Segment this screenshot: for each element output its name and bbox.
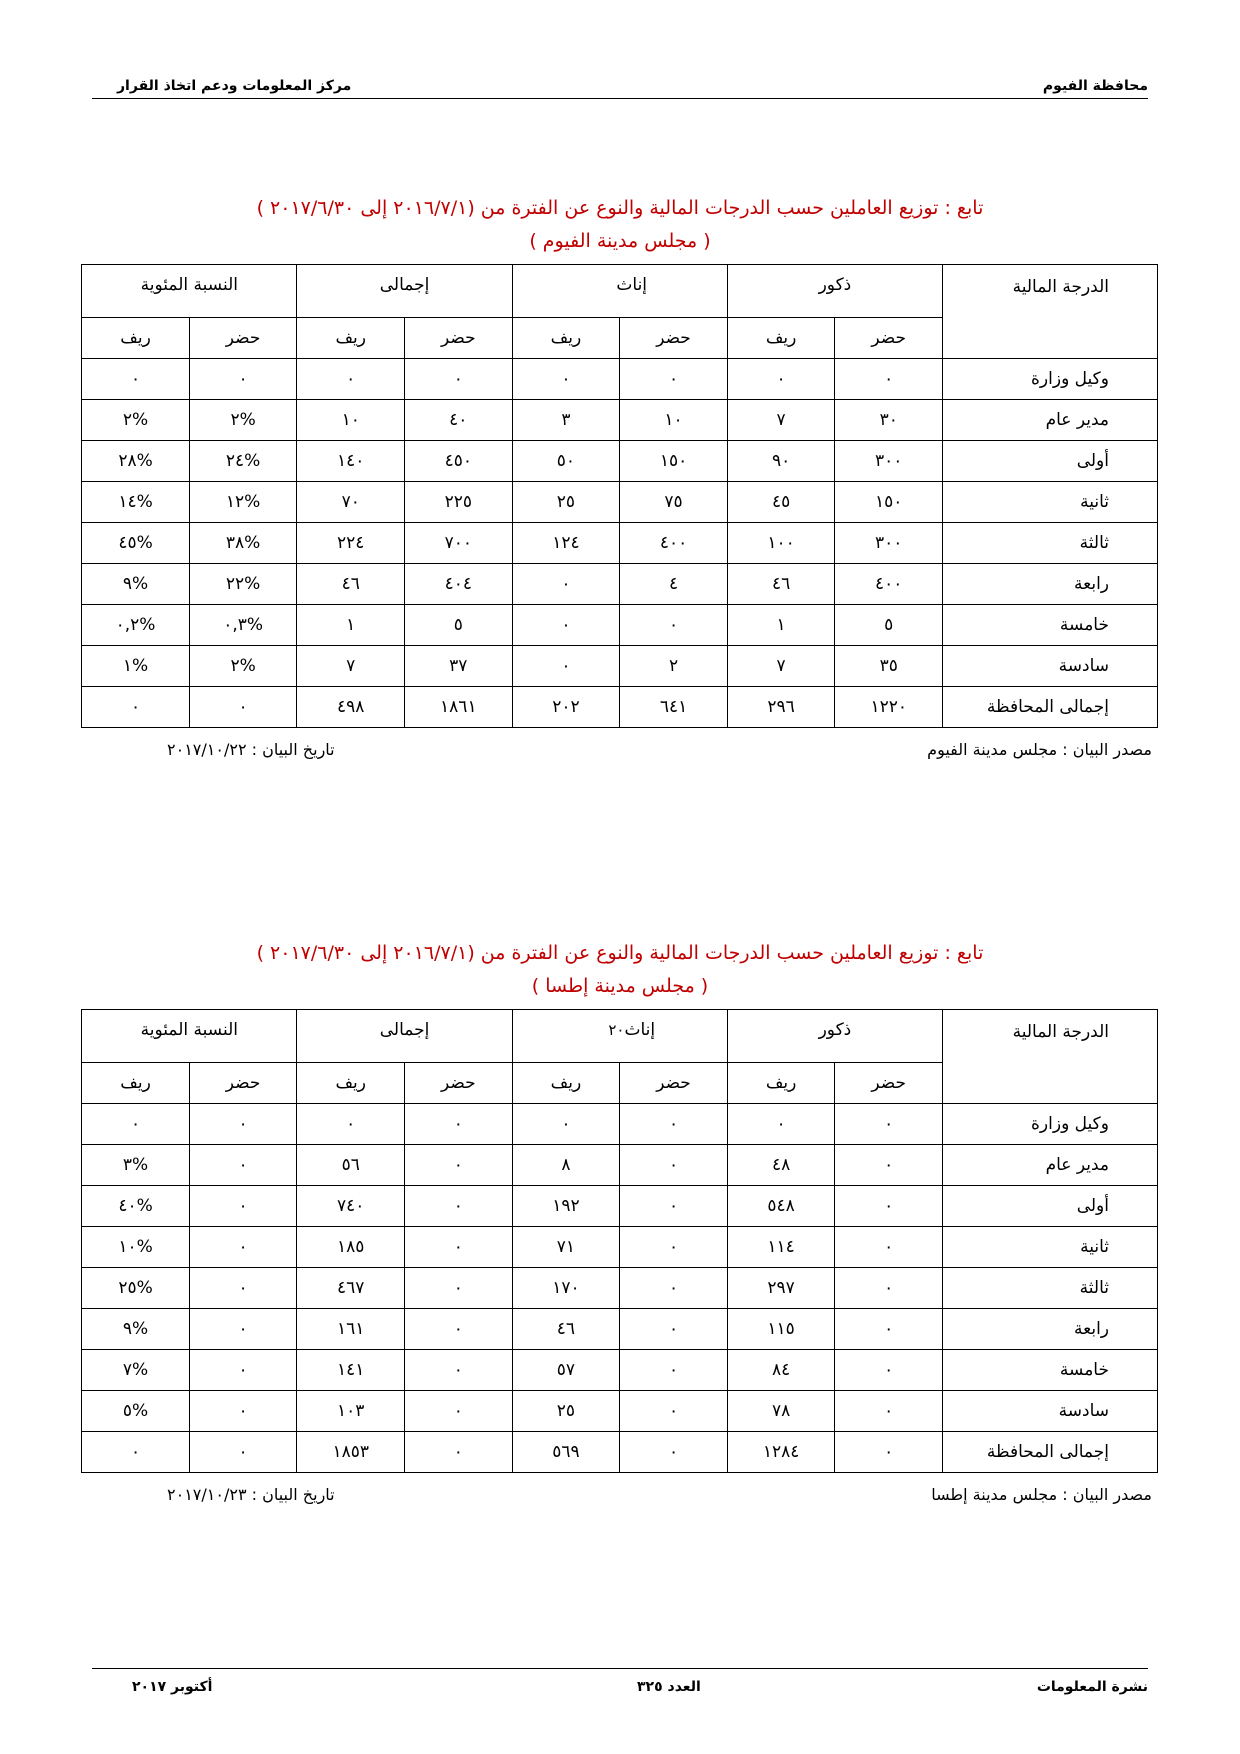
table-cell: ٨٤ xyxy=(727,1350,835,1391)
header-males: ذكور xyxy=(727,265,942,318)
table-cell: ٤٦ xyxy=(512,1309,620,1350)
table-row xyxy=(82,1268,1158,1309)
table-row xyxy=(82,1104,1158,1145)
table-cell: ١٠٣ xyxy=(297,1391,405,1432)
table-cell: %٢٥ xyxy=(82,1268,190,1309)
table-row xyxy=(82,1186,1158,1227)
table-cell: ١٠ xyxy=(620,400,728,441)
row-grade-label: رابعة xyxy=(943,1309,1158,1350)
table-cell: ٤٠٠ xyxy=(620,523,728,564)
table-cell: ٠ xyxy=(297,1104,405,1145)
table-cell: ٠ xyxy=(405,1227,513,1268)
table-cell: ٠ xyxy=(835,1350,943,1391)
table-row xyxy=(82,400,1158,441)
table-cell: %٢٤ xyxy=(189,441,297,482)
row-grade-label: خامسة xyxy=(943,1350,1158,1391)
header-males: ذكور xyxy=(727,1010,942,1063)
table-cell: ٠ xyxy=(835,1432,943,1473)
table-row xyxy=(82,1391,1158,1432)
table-row xyxy=(82,1145,1158,1186)
table-cell: %١٢ xyxy=(189,482,297,523)
page-footer xyxy=(92,1668,1148,1699)
table-row xyxy=(82,687,1158,728)
table-cell: ٧ xyxy=(727,400,835,441)
table-cell: ٠ xyxy=(620,1350,728,1391)
table-cell: ٠ xyxy=(835,1309,943,1350)
table-cell: ٣٠ xyxy=(835,400,943,441)
table-title: تابع : توزيع العاملين حسب الدرجات المالية والنوع عن الفترة من (٢٠١٦/٧/١ إلى ٢٠١٧/٦/٣٠ ) xyxy=(256,197,984,219)
table-cell: ٠ xyxy=(512,605,620,646)
subheader-urban: حضر xyxy=(189,1063,297,1104)
table-cell: ٠ xyxy=(512,1104,620,1145)
subheader-urban: حضر xyxy=(835,318,943,359)
table-cell: %٩ xyxy=(82,1309,190,1350)
table-cell: ١٠ xyxy=(297,400,405,441)
table-cell: ٢٢٥ xyxy=(405,482,513,523)
row-grade-label: إجمالى المحافظة xyxy=(943,687,1158,728)
table-cell: ٤٩٨ xyxy=(297,687,405,728)
table-cell: ٠ xyxy=(189,1104,297,1145)
table-cell: ٢٢٤ xyxy=(297,523,405,564)
table-cell: ٠ xyxy=(620,1227,728,1268)
grades-table xyxy=(81,264,1158,728)
table-row xyxy=(82,605,1158,646)
subheader-rural: ريف xyxy=(727,1063,835,1104)
header-center: مركز المعلومات ودعم اتخاذ القرار xyxy=(117,78,352,94)
table-cell: ١٩٢ xyxy=(512,1186,620,1227)
table-cell: ١ xyxy=(297,605,405,646)
table-cell: ٣٠٠ xyxy=(835,523,943,564)
row-grade-label: وكيل وزارة xyxy=(943,1104,1158,1145)
table-cell: ٧٥ xyxy=(620,482,728,523)
table-cell: ٠ xyxy=(189,359,297,400)
table-cell: %١٤ xyxy=(82,482,190,523)
subheader-rural: ريف xyxy=(512,1063,620,1104)
row-grade-label: أولى xyxy=(943,1186,1158,1227)
table-cell: ١٥٠ xyxy=(835,482,943,523)
table-cell: %٢٢ xyxy=(189,564,297,605)
table-cell: ٢٥ xyxy=(512,482,620,523)
table-cell: ٠ xyxy=(512,359,620,400)
table-cell: ٣٠٠ xyxy=(835,441,943,482)
table-cell: ٠ xyxy=(727,1104,835,1145)
table-cell: ٣ xyxy=(512,400,620,441)
table-cell: ٧ xyxy=(297,646,405,687)
table-cell: ٠ xyxy=(620,359,728,400)
table-cell: ٧١ xyxy=(512,1227,620,1268)
table-cell: %٢ xyxy=(82,400,190,441)
table-cell: ٧٠ xyxy=(297,482,405,523)
table-cell: ٠ xyxy=(189,1309,297,1350)
grades-table xyxy=(81,1009,1158,1473)
table-cell: ٠ xyxy=(405,359,513,400)
table-cell: %٤٠ xyxy=(82,1186,190,1227)
table-cell: ٨ xyxy=(512,1145,620,1186)
table-cell: ٩٠ xyxy=(727,441,835,482)
table-cell: %٢ xyxy=(189,646,297,687)
row-grade-label: ثانية xyxy=(943,1227,1158,1268)
table-cell: ٠ xyxy=(405,1309,513,1350)
table-cell: ٠ xyxy=(620,1104,728,1145)
table-cell: ١٤٠ xyxy=(297,441,405,482)
table-cell: ١٨٥٣ xyxy=(297,1432,405,1473)
table-cell: ٤٦ xyxy=(727,564,835,605)
table-cell: ٢٥ xyxy=(512,1391,620,1432)
header-females xyxy=(512,1010,727,1063)
table-cell: ٠ xyxy=(620,1432,728,1473)
subheader-urban: حضر xyxy=(189,318,297,359)
row-grade-label: ثالثة xyxy=(943,1268,1158,1309)
subheader-urban: حضر xyxy=(620,1063,728,1104)
header-total: إجمالى xyxy=(297,265,512,318)
header-percent: النسبة المئوية xyxy=(82,1010,297,1063)
table-source-line xyxy=(82,734,1158,764)
table-cell: ٤٦ xyxy=(297,564,405,605)
table-row xyxy=(82,359,1158,400)
table-row xyxy=(82,1309,1158,1350)
table-cell: ١٠٠ xyxy=(727,523,835,564)
row-grade-label: سادسة xyxy=(943,1391,1158,1432)
table-cell: ٠ xyxy=(82,359,190,400)
subheader-urban: حضر xyxy=(405,1063,513,1104)
date-text: تاريخ البيان : ٢٠١٧/١٠/٢٢ xyxy=(167,740,335,759)
table-cell: ٢٩٧ xyxy=(727,1268,835,1309)
page-header xyxy=(92,78,1148,99)
subheader-rural: ريف xyxy=(512,318,620,359)
table-cell: %٠,٢ xyxy=(82,605,190,646)
table-cell: ٥ xyxy=(835,605,943,646)
table-cell: ٠ xyxy=(835,1186,943,1227)
table-cell: ٧٠٠ xyxy=(405,523,513,564)
table-cell: %٤٥ xyxy=(82,523,190,564)
table-row xyxy=(82,1350,1158,1391)
table-cell: %٣٨ xyxy=(189,523,297,564)
source-text: مصدر البيان : مجلس مدينة إطسا xyxy=(931,1485,1152,1504)
table-cell: ٧ xyxy=(727,646,835,687)
table-cell: ٠ xyxy=(189,1227,297,1268)
table-cell: ٠ xyxy=(835,359,943,400)
table-cell: %٢٨ xyxy=(82,441,190,482)
row-grade-label: خامسة xyxy=(943,605,1158,646)
row-grade-label: مدير عام xyxy=(943,1145,1158,1186)
table-cell: ٠ xyxy=(189,1268,297,1309)
table-section-fayoum xyxy=(82,192,1158,764)
table-cell: ٥ xyxy=(405,605,513,646)
table-source-line xyxy=(82,1479,1158,1509)
table-cell: ٥٠ xyxy=(512,441,620,482)
table-cell: ٢ xyxy=(620,646,728,687)
table-cell: ٢٩٦ xyxy=(727,687,835,728)
table-cell: ٠ xyxy=(405,1350,513,1391)
subheader-rural: ريف xyxy=(727,318,835,359)
table-cell: ٢٠٢ xyxy=(512,687,620,728)
table-cell: ٤٠٤ xyxy=(405,564,513,605)
table-title: تابع : توزيع العاملين حسب الدرجات المالية والنوع عن الفترة من (٢٠١٦/٧/١ إلى ٢٠١٧/٦/٣٠ ) xyxy=(256,942,984,964)
table-header-row xyxy=(82,265,1158,318)
date-text: تاريخ البيان : ٢٠١٧/١٠/٢٣ xyxy=(167,1485,335,1504)
table-cell: ٤٥٠ xyxy=(405,441,513,482)
table-cell: ٤٥ xyxy=(727,482,835,523)
table-cell: ٠ xyxy=(297,359,405,400)
table-row xyxy=(82,441,1158,482)
table-cell: ٤٠ xyxy=(405,400,513,441)
table-cell: ٠ xyxy=(620,1186,728,1227)
subheader-rural: ريف xyxy=(297,318,405,359)
table-cell: ٠ xyxy=(189,1186,297,1227)
table-cell: ٠ xyxy=(405,1391,513,1432)
table-header-row xyxy=(82,1010,1158,1063)
table-cell: ١٥٠ xyxy=(620,441,728,482)
source-text: مصدر البيان : مجلس مدينة الفيوم xyxy=(927,740,1152,759)
table-cell: ٠ xyxy=(189,1432,297,1473)
table-cell: ٥٦ xyxy=(297,1145,405,1186)
table-cell: ٠ xyxy=(189,1350,297,1391)
table-cell: ١٨٦١ xyxy=(405,687,513,728)
header-governorate: محافظة الفيوم xyxy=(1042,78,1148,94)
row-grade-label: مدير عام xyxy=(943,400,1158,441)
header-females xyxy=(512,265,727,318)
table-cell: ١١٥ xyxy=(727,1309,835,1350)
table-cell: ٤٨ xyxy=(727,1145,835,1186)
row-grade-label: أولى xyxy=(943,441,1158,482)
table-cell: ٠ xyxy=(620,1309,728,1350)
table-cell: ٠ xyxy=(82,1104,190,1145)
table-cell: ٠ xyxy=(727,359,835,400)
row-grade-label: وكيل وزارة xyxy=(943,359,1158,400)
table-cell: ٤٠٠ xyxy=(835,564,943,605)
table-cell: ٠ xyxy=(512,646,620,687)
table-cell: ٠ xyxy=(405,1104,513,1145)
table-row xyxy=(82,1432,1158,1473)
table-cell: ٠ xyxy=(189,1391,297,1432)
table-cell: ١٢٤ xyxy=(512,523,620,564)
table-row xyxy=(82,1227,1158,1268)
table-cell: ٠ xyxy=(620,1145,728,1186)
table-cell: ١٢٢٠ xyxy=(835,687,943,728)
row-grade-label: ثالثة xyxy=(943,523,1158,564)
subheader-urban: حضر xyxy=(620,318,728,359)
footer-date: أكتوبر ٢٠١٧ xyxy=(132,1679,213,1695)
footer-bulletin: نشرة المعلومات xyxy=(1036,1679,1148,1695)
table-cell: ٤ xyxy=(620,564,728,605)
table-cell: %١٠ xyxy=(82,1227,190,1268)
header-females-label: إناث xyxy=(624,1020,656,1040)
table-cell: ٠ xyxy=(405,1432,513,1473)
table-cell: %٢ xyxy=(189,400,297,441)
header-grade: الدرجة المالية xyxy=(943,1010,1158,1104)
table-cell: ٠ xyxy=(620,1268,728,1309)
row-grade-label: سادسة xyxy=(943,646,1158,687)
subheader-rural: ريف xyxy=(82,1063,190,1104)
table-cell: ١٦١ xyxy=(297,1309,405,1350)
table-cell: ١٢٨٤ xyxy=(727,1432,835,1473)
table-cell: ١٤١ xyxy=(297,1350,405,1391)
table-section-etsa xyxy=(82,937,1158,1509)
table-cell: ٠ xyxy=(835,1104,943,1145)
table-cell: %٠,٣ xyxy=(189,605,297,646)
table-cell: %١ xyxy=(82,646,190,687)
subheader-rural: ريف xyxy=(297,1063,405,1104)
table-cell: ٠ xyxy=(835,1268,943,1309)
table-row xyxy=(82,523,1158,564)
table-cell: ٠ xyxy=(512,564,620,605)
subheader-urban: حضر xyxy=(405,318,513,359)
subheader-rural: ريف xyxy=(82,318,190,359)
subheader-urban: حضر xyxy=(835,1063,943,1104)
table-cell: ٠ xyxy=(82,1432,190,1473)
row-grade-label: ثانية xyxy=(943,482,1158,523)
table-cell: ٠ xyxy=(620,1391,728,1432)
table-subtitle: ( مجلس مدينة إطسا ) xyxy=(531,975,709,997)
table-row xyxy=(82,646,1158,687)
table-cell: ٠ xyxy=(189,687,297,728)
table-cell: ٠ xyxy=(405,1268,513,1309)
table-cell: ٠ xyxy=(620,605,728,646)
footer-issue: العدد ٣٢٥ xyxy=(637,1679,701,1695)
table-cell: ٠ xyxy=(835,1145,943,1186)
header-grade: الدرجة المالية xyxy=(943,265,1158,359)
table-cell: ١٧٠ xyxy=(512,1268,620,1309)
table-cell: ٦٤١ xyxy=(620,687,728,728)
header-percent: النسبة المئوية xyxy=(82,265,297,318)
header-total: إجمالى xyxy=(297,1010,512,1063)
header-females-note: ٢٠ xyxy=(608,1021,625,1039)
table-subtitle: ( مجلس مدينة الفيوم ) xyxy=(529,230,711,252)
row-grade-label: إجمالى المحافظة xyxy=(943,1432,1158,1473)
table-cell: %٣ xyxy=(82,1145,190,1186)
table-cell: ٠ xyxy=(405,1186,513,1227)
table-cell: ٣٧ xyxy=(405,646,513,687)
table-cell: ٠ xyxy=(189,1145,297,1186)
table-cell: ٠ xyxy=(835,1227,943,1268)
table-cell: ١ xyxy=(727,605,835,646)
table-cell: ١٨٥ xyxy=(297,1227,405,1268)
table-cell: ٥٧ xyxy=(512,1350,620,1391)
table-cell: ٣٥ xyxy=(835,646,943,687)
table-cell: ٤٦٧ xyxy=(297,1268,405,1309)
header-females-label: إناث xyxy=(616,275,648,295)
table-cell: ٥٦٩ xyxy=(512,1432,620,1473)
row-grade-label: رابعة xyxy=(943,564,1158,605)
table-cell: ٠ xyxy=(835,1391,943,1432)
table-cell: ٠ xyxy=(82,687,190,728)
table-cell: %٥ xyxy=(82,1391,190,1432)
table-cell: ٥٤٨ xyxy=(727,1186,835,1227)
table-cell: ٧٨ xyxy=(727,1391,835,1432)
table-cell: ١١٤ xyxy=(727,1227,835,1268)
table-cell: %٩ xyxy=(82,564,190,605)
table-cell: %٧ xyxy=(82,1350,190,1391)
table-cell: ٧٤٠ xyxy=(297,1186,405,1227)
table-row xyxy=(82,482,1158,523)
table-cell: ٠ xyxy=(405,1145,513,1186)
table-row xyxy=(82,564,1158,605)
